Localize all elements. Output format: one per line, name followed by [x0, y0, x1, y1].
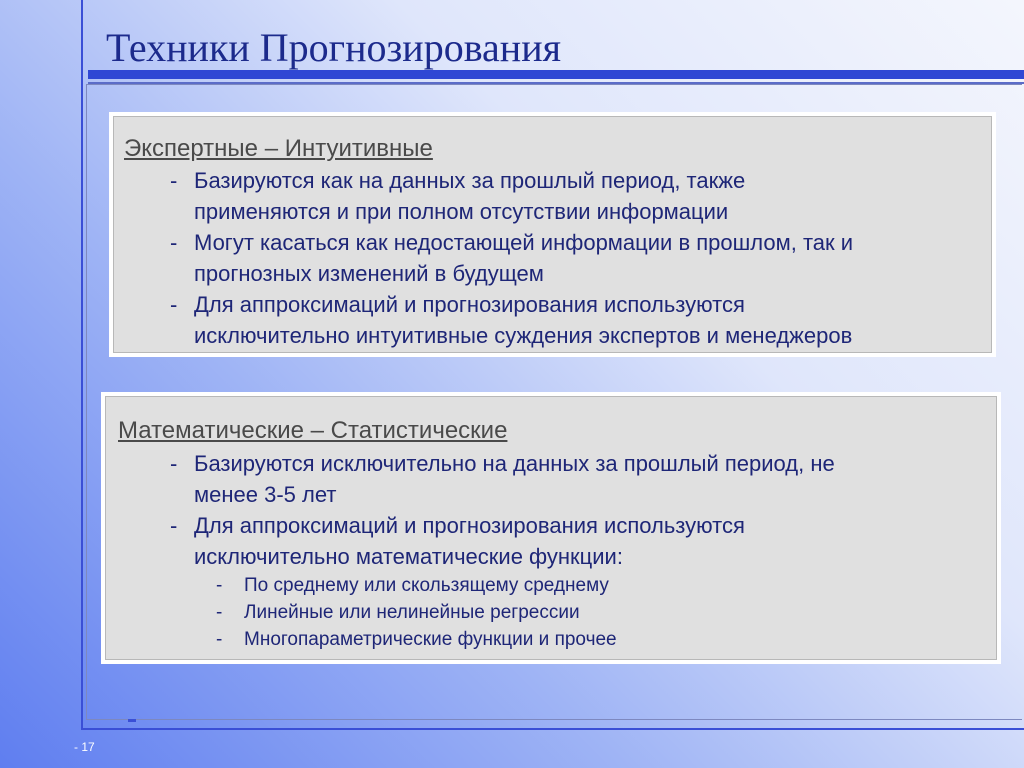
- bullet-dash: -: [170, 451, 178, 476]
- title-underline-thin: [88, 82, 1024, 84]
- bullet-dash: -: [170, 513, 178, 538]
- item-line: прогнозных изменений в будущем: [194, 261, 544, 286]
- bullet-dash: -: [170, 168, 178, 193]
- item-line: менее 3-5 лет: [194, 482, 337, 507]
- item-line: применяются и при полном отсутствии информации: [194, 199, 729, 224]
- subitem-text: По среднему или скользящему среднему: [244, 575, 609, 596]
- item-line: Могут касаться как недостающей информации в прошлом, так и: [194, 230, 854, 255]
- section-math-heading: Математические – Статистические: [118, 417, 508, 444]
- bottom-accent-line: [81, 728, 1024, 730]
- bottom-tick: [128, 719, 136, 722]
- item-line: Для аппроксимаций и прогнозирования используются: [194, 513, 745, 538]
- section-expert-box: [109, 112, 996, 357]
- item-line: Базируются как на данных за прошлый период, также: [194, 168, 746, 193]
- item-line: Для аппроксимаций и прогнозирования используются: [194, 292, 745, 317]
- bullet-dash: -: [216, 629, 223, 650]
- bullet-dash: -: [170, 230, 178, 255]
- title-underline-bar: [88, 70, 1024, 79]
- subitem-text: Линейные или нелинейные регрессии: [244, 602, 580, 623]
- subitem-text: Многопараметрические функции и прочее: [244, 629, 617, 650]
- item-line: Базируются исключительно на данных за прошлый период, не: [194, 451, 835, 476]
- section-math-box: [101, 392, 1001, 664]
- item-line: исключительно интуитивные суждения экспертов и менеджеров: [194, 323, 853, 348]
- left-accent-line: [81, 0, 83, 730]
- slide-title: Техники Прогнозирования: [106, 25, 562, 70]
- bullet-dash: -: [216, 575, 223, 596]
- item-line: исключительно математические функции:: [194, 544, 623, 569]
- bullet-dash: -: [216, 602, 223, 623]
- section-expert-heading: Экспертные – Интуитивные: [124, 135, 433, 162]
- bullet-dash: -: [170, 292, 178, 317]
- page-number: - 17: [74, 740, 95, 754]
